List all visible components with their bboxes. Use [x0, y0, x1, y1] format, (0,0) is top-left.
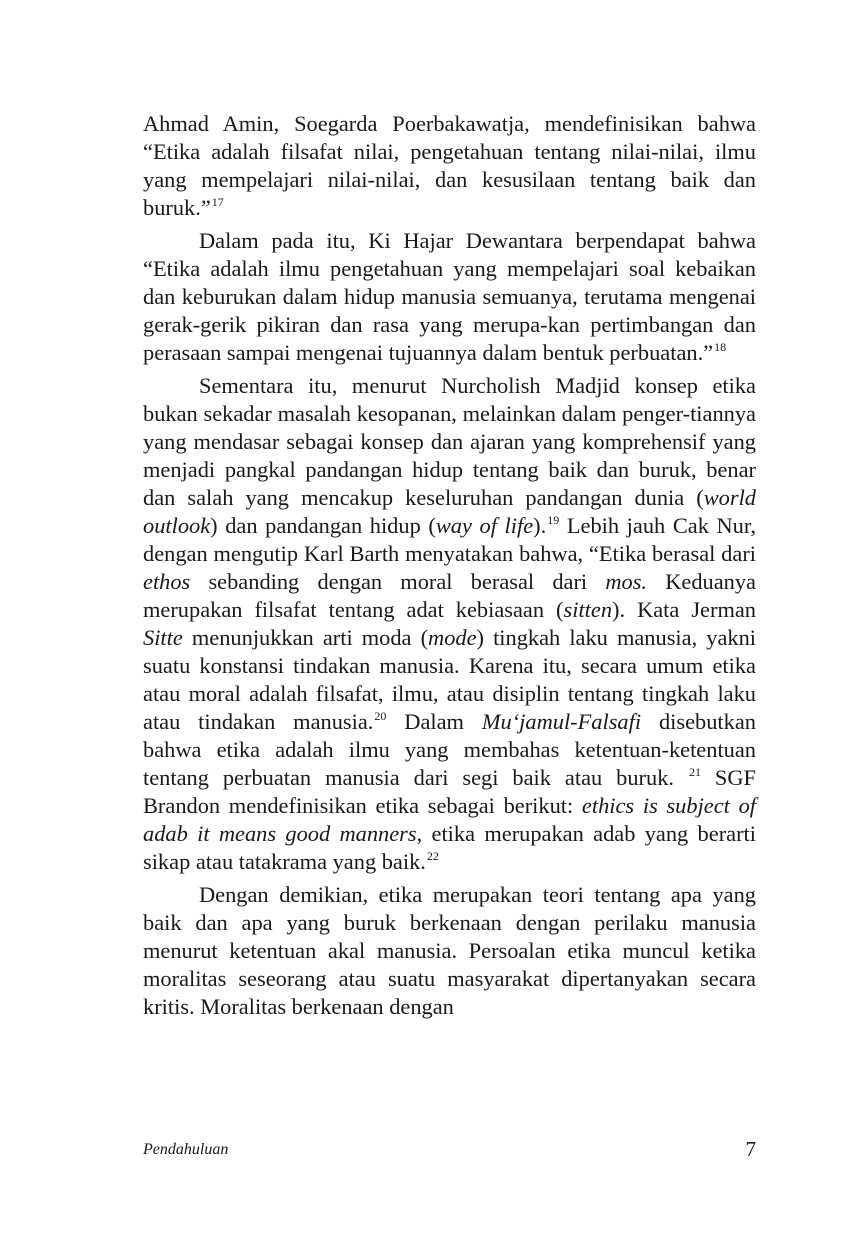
- footnote-reference: 17: [211, 195, 224, 209]
- text-run: ) tingkah laku manusia, yakni suatu konstansi tindakan manusia. Karena itu, secara umum etika atau moral adalah filsafat, ilmu, atau disiplin tentang tingkah laku atau tindakan manusia.: [143, 625, 756, 734]
- text-run: ). Kata Jerman: [612, 597, 756, 622]
- text-run: Dalam pada itu, Ki Hajar Dewantara berpendapat bahwa “Etika adalah ilmu pengetahuan yang mempelajari soal kebaikan dan keburukan dalam hidup manusia semuanya, terutama mengenai gerak-gerik pikiran dan rasa yang merupa-kan pertimbangan dan perasaan sampai mengenai tujuannya dalam bentuk perbuatan.”: [143, 228, 756, 365]
- text-run: Keduanya merupakan filsafat tentang adat kebiasaan (: [143, 569, 756, 622]
- text-run: Lebih jauh Cak Nur, dengan mengutip Karl Barth menyatakan bahwa, “Etika berasal dari: [143, 513, 757, 566]
- italic-term: Sitte: [143, 625, 183, 650]
- text-run: Sementara itu, menurut Nurcholish Madjid konsep etika bukan sekadar masalah kesopanan, melainkan dalam penger-tiannya yang mendasar sebagai konsep dan ajaran yang komprehensif yang menjadi pangkal pandangan hidup tentang baik dan buruk, benar dan salah yang mencakup keseluruhan pandangan dunia (: [143, 373, 756, 510]
- text-run: Dalam: [386, 709, 482, 734]
- footnote-reference: 22: [426, 849, 439, 863]
- text-run: Ahmad Amin, Soegarda Poerbakawatja, mendefinisikan bahwa “Etika adalah filsafat nilai, pengetahuan tentang nilai-nilai, ilmu yang mempelajari nilai-nilai, dan kesusilaan tentang baik dan buruk.”: [143, 111, 756, 220]
- paragraph: [143, 227, 756, 367]
- text-run: disebutkan bahwa etika adalah ilmu yang membahas ketentuan-ketentuan tentang perbuatan manusia dari segi baik atau buruk.: [143, 709, 756, 790]
- footnote-reference: 20: [374, 709, 387, 723]
- italic-term: mode: [428, 625, 477, 650]
- body-text: [143, 110, 756, 1026]
- italic-term: mos.: [605, 569, 648, 594]
- italic-term: ethics is subject of adab it means good manners: [143, 793, 757, 846]
- italic-term: way of life: [435, 513, 534, 538]
- text-run: Dengan demikian, etika merupakan teori tentang apa yang baik dan apa yang buruk berkenaan dengan perilaku manusia menurut ketentuan akal manusia. Persoalan etika muncul ketika moralitas seseorang atau suatu masyarakat dipertanyakan secara kritis. Moralitas berkenaan dengan: [143, 882, 756, 1019]
- italic-term: sitten: [563, 597, 613, 622]
- text-run: ).: [533, 513, 547, 538]
- text-run: sebanding dengan moral berasal dari: [190, 569, 606, 594]
- page-number: 7: [745, 1137, 756, 1161]
- italic-term: ethos: [143, 569, 191, 594]
- text-run: ) dan pandangan hidup (: [210, 513, 436, 538]
- paragraph: [143, 110, 756, 222]
- footnote-reference: 18: [714, 340, 727, 354]
- footnote-reference: 21: [688, 765, 701, 779]
- text-run: SGF Brandon mendefinisikan etika sebagai berikut:: [143, 765, 756, 818]
- paragraph: [143, 881, 756, 1021]
- footnote-reference: 19: [547, 513, 560, 527]
- text-run: , etika merupakan adab yang berarti sikap atau tatakrama yang baik.: [143, 821, 756, 874]
- running-footer-title: Pendahuluan: [143, 1141, 229, 1158]
- text-run: menunjukkan arti moda (: [182, 625, 429, 650]
- paragraph: [143, 372, 756, 876]
- italic-term: world outlook: [143, 485, 756, 538]
- italic-term: Mu‘jamul-Falsafi: [481, 709, 642, 734]
